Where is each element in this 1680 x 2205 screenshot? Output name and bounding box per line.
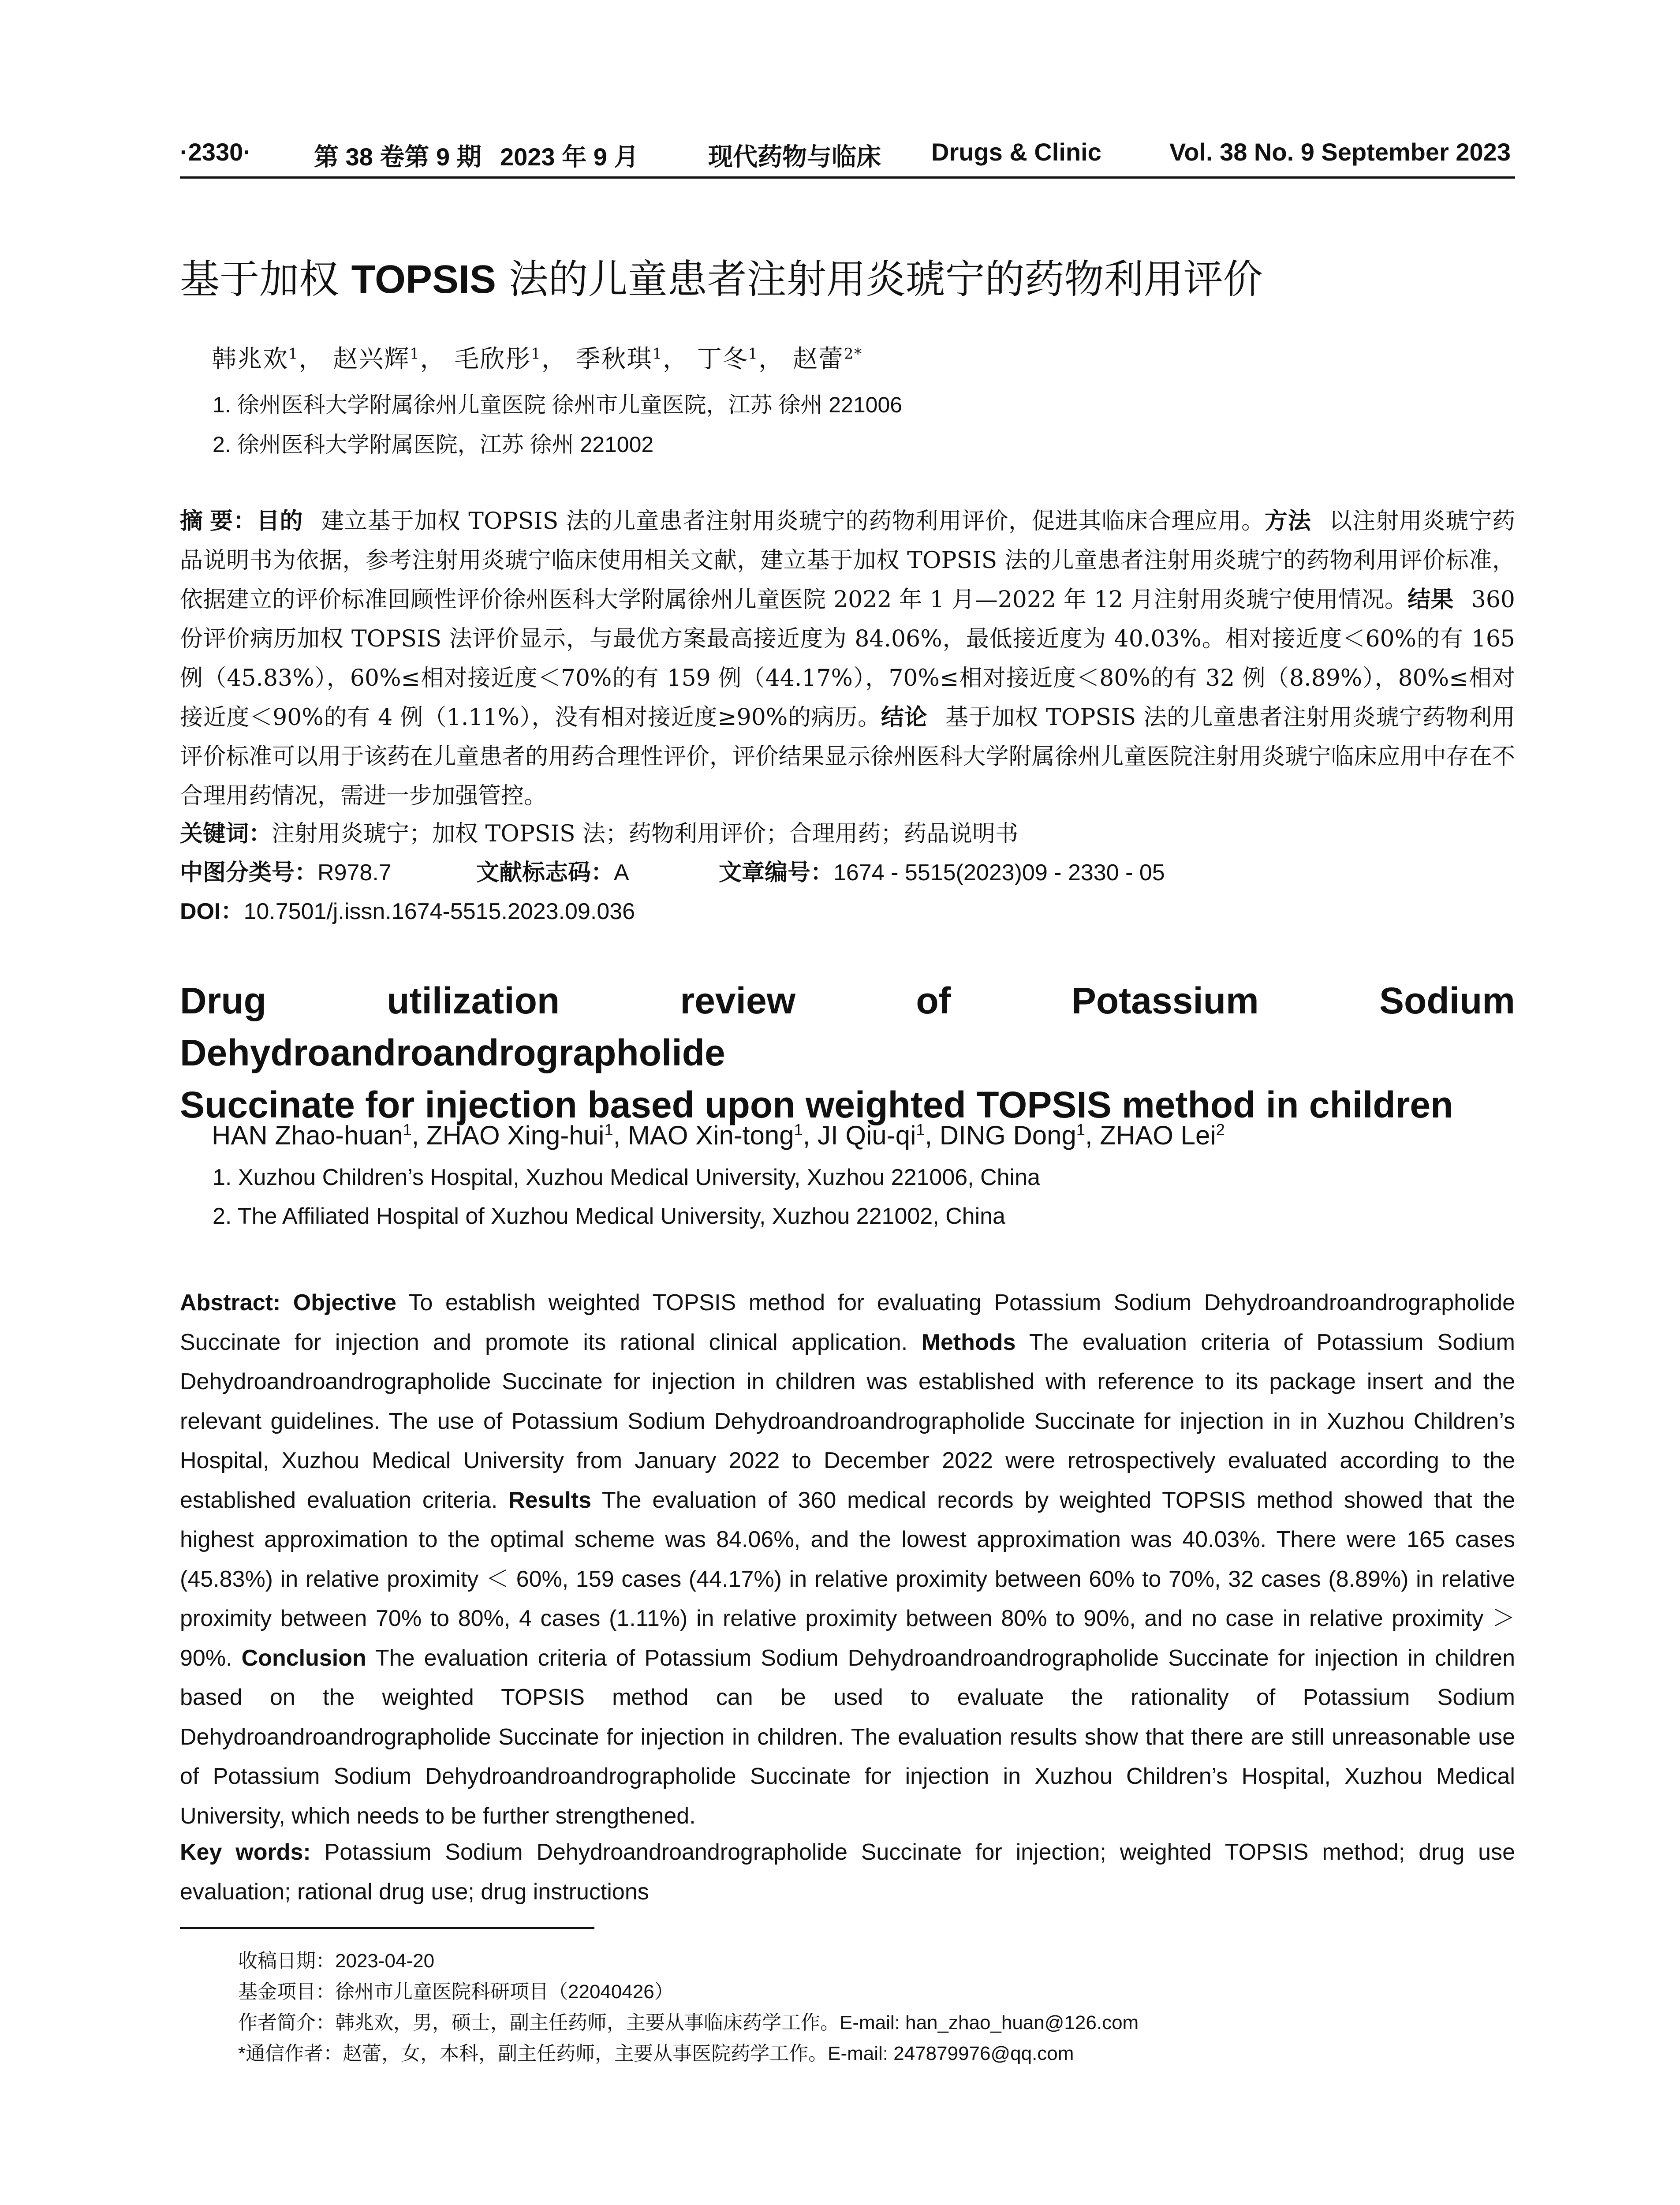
author-en-sup: 1 (916, 1121, 925, 1139)
title-en-line-2: Succinate for injection based upon weighted TOPSIS method in children (180, 1084, 1453, 1125)
author-en: JI Qiu-qi (818, 1121, 916, 1150)
title-en (180, 975, 1515, 1131)
author-cn: 丁冬 (697, 345, 748, 374)
doc-code-value: A (614, 860, 629, 886)
affiliation-cn-1: 1. 徐州医科大学附属徐州儿童医院 徐州市儿童医院，江苏 徐州 221006 (213, 392, 903, 417)
footnote-rule (180, 1927, 594, 1929)
results-en-text: The evaluation of 360 medical records by weighted TOPSIS method showed that the highest approximation to the optimal scheme was 84.06%, and the lowest approximation was 40.03%. There were 165 cases (45.83%) in relative proximity ＜ 60%, 159 cases (44.17%) in relative proximity between 60% to 70%, 32 cases (8.89%) in relative proximity between 70% to 80%, 4 cases (1.11%) in relative proximity between 80% to 90%, and no case in relative proximity ＞ 90%. (180, 1487, 1515, 1671)
header-date-cn: 2023 年 9 月 (500, 143, 639, 171)
title-cn-topsis: TOPSIS (351, 258, 497, 302)
doc-code-label: 文献标志码： (476, 860, 614, 886)
authors-cn: 韩兆欢$^1$， 赵兴辉$^1$， 毛欣彤$^1$， 季秋琪$^1$， 丁冬$^1$， 赵蕾$^{2*}$ (212, 345, 863, 374)
clc-value: R978.7 (317, 860, 392, 886)
affiliation-cn-2: 2. 徐州医科大学附属医院，江苏 徐州 221002 (213, 432, 654, 457)
author-cn: 赵蕾 (792, 345, 844, 374)
methods-en-label: Methods (921, 1329, 1016, 1355)
author-cn: 季秋琪 (575, 345, 653, 374)
article-number (719, 854, 1165, 887)
keywords-en (180, 1833, 1515, 1912)
abstract-cn (180, 502, 1515, 816)
affiliation-en-2: 2. The Affiliated Hospital of Xuzhou Medical University, Xuzhou 221002, China (213, 1203, 1005, 1229)
abstract-en (180, 1283, 1515, 1836)
author-cn-sup: 1 (531, 345, 541, 363)
header-page-number: ·2330· (180, 138, 251, 166)
author-en-sup: 1 (1076, 1121, 1085, 1139)
author-cn: 赵兴辉 (333, 345, 410, 374)
footnote-author-bio: 作者简介：韩兆欢，男，硕士，副主任药师，主要从事临床药学工作。E-mail: han_zhao_huan@126.com (238, 2012, 1139, 2033)
abstract-cn-label: 摘 要： (180, 508, 257, 534)
title-en-line-1: Drug utilization review of Potassium Sodium Dehydroandroandrographolide (180, 980, 1515, 1073)
affiliation-en-1: 1. Xuzhou Children’s Hospital, Xuzhou Medical University, Xuzhou 221006, China (213, 1165, 1040, 1190)
clc-label: 中图分类号： (180, 860, 318, 886)
header-journal-cn: 现代药物与临床 (708, 142, 881, 172)
footnote-fund: 基金项目：徐州市儿童医院科研项目（22040426） (238, 1981, 674, 2003)
methods-en-text: The evaluation criteria of Potassium Sodium Dehydroandroandrographolide Succinate for injection in children was established with reference to its package insert and the relevant guidelines. The use of Potassium Sodium Dehydroandroandrographolide Succinate for injection in in Xuzhou Children’s Hospital, Xuzhou Medical University from January 2022 to December 2022 were retrospectively evaluated according to the established evaluation criteria. (180, 1329, 1515, 1513)
objective-cn-label: 目的 (256, 508, 303, 534)
conclusion-cn-text: 基于加权 TOPSIS 法的儿童患者注射用炎琥宁药物利用评价标准可以用于该药在儿童患者的用药合理性评价，评价结果显示徐州医科大学附属徐州儿童医院注射用炎琥宁临床应用中存在不合理用药情况，需进一步加强管控。 (180, 704, 1515, 809)
author-cn-sup: 1 (652, 345, 663, 363)
title-cn (180, 247, 1263, 304)
footnote-received-date: 收稿日期：2023-04-20 (238, 1950, 435, 1972)
author-en-sup: 1 (403, 1121, 412, 1139)
keywords-cn-text: 注射用炎琥宁；加权 TOPSIS 法；药物利用评价；合理用药；药品说明书 (272, 821, 1019, 847)
document-code (476, 854, 629, 887)
objective-en-text: To establish weighted TOPSIS method for evaluating Potassium Sodium Dehydroandroandrographolide Succinate for injection and promote its rational clinical application. (180, 1290, 1515, 1355)
author-en: ZHAO Lei (1100, 1121, 1216, 1150)
article-number-label: 文章编号： (719, 860, 834, 886)
author-en: MAO Xin-tong (627, 1121, 794, 1150)
results-cn-label: 结果 (1407, 587, 1454, 613)
abstract-en-label: Abstract: (180, 1290, 281, 1316)
title-cn-post: 法的儿童患者注射用炎琥宁的药物利用评价 (496, 256, 1263, 303)
methods-cn-text: 以注射用炎琥宁药品说明书为依据，参考注射用炎琥宁临床使用相关文献，建立基于加权 TOPSIS 法的儿童患者注射用炎琥宁的药物利用评价标准，依据建立的评价标准回顾性评价徐州医科大学附属徐州儿童医院 2022 年 1 月—2022 年 12 月注射用炎琥宁使用情况。 (180, 508, 1515, 613)
author-cn-sup: 1 (288, 345, 299, 363)
objective-en-label: Objective (293, 1290, 396, 1316)
results-en-label: Results (508, 1487, 591, 1513)
methods-cn-label: 方法 (1264, 508, 1311, 534)
keywords-en-label: Key words: (180, 1839, 311, 1865)
objective-cn-text: 建立基于加权 TOPSIS 法的儿童患者注射用炎琥宁的药物利用评价，促进其临床合理应用。 (321, 508, 1265, 534)
author-cn-sup: 2* (844, 345, 863, 363)
author-en-sup: 1 (604, 1121, 613, 1139)
author-en: ZHAO Xing-hui (426, 1121, 605, 1150)
header-rule (180, 176, 1515, 179)
doi-value: 10.7501/j.issn.1674-5515.2023.09.036 (243, 899, 635, 924)
article-number-value: 1674 - 5515(2023)09 - 2330 - 05 (833, 860, 1165, 886)
header-volume-en: Vol. 38 No. 9 September 2023 (1169, 138, 1511, 166)
conclusion-cn-label: 结论 (881, 705, 928, 730)
author-en-sup: 2 (1216, 1121, 1225, 1139)
author-cn: 韩兆欢 (212, 345, 288, 374)
title-cn-pre: 基于加权 (180, 256, 351, 303)
author-en-sup: 1 (794, 1121, 803, 1139)
author-en: HAN Zhao-huan (212, 1121, 403, 1150)
author-cn-sup: 1 (748, 345, 759, 363)
header-volume-cn: 第 38 卷第 9 期 (314, 143, 482, 171)
doi (180, 893, 635, 926)
authors-en: HAN Zhao-huan$^1$, ZHAO Xing-hui$^1$, MAO Xin-tong$^1$, JI Qiu-$qi^1$, DING Dong$^1$, ZHAO Lei$^2$ (212, 1121, 1225, 1150)
results-cn-text: 360 份评价病历加权 TOPSIS 法评价显示，与最优方案最高接近度为 84.06%，最低接近度为 40.03%。相对接近度＜60%的有 165 例（45.83%），60%≤相对接近度＜70%的有 159 例（44.17%），70%≤相对接近度＜80%的有 32 例（8.89%），80%≤相对接近度＜90%的有 4 例（1.11%），没有相对接近度≥90%的病历。 (180, 587, 1515, 731)
author-cn: 毛欣彤 (454, 345, 531, 374)
author-cn-sup: 1 (410, 345, 420, 363)
author-en: DING Dong (939, 1121, 1076, 1150)
keywords-cn-label: 关键词： (180, 821, 272, 847)
conclusion-en-text: The evaluation criteria of Potassium Sodium Dehydroandroandrographolide Succinate for injection in children based on the weighted TOPSIS method can be used to evaluate the rationality of Potassium Sodium Dehydroandroandrographolide Succinate for injection in children. The evaluation results show that there are still unreasonable use of Potassium Sodium Dehydroandroandrographolide Succinate for injection in Xuzhou Children’s Hospital, Xuzhou Medical University, which needs to be further strengthened. (180, 1645, 1515, 1829)
header-journal-en: Drugs & Clinic (931, 138, 1101, 166)
conclusion-en-label: Conclusion (241, 1645, 366, 1671)
doi-label: DOI： (180, 899, 244, 924)
keywords-en-text: Potassium Sodium Dehydroandroandrographolide Succinate for injection; weighted TOPSIS method; drug use evaluation; rational drug use; drug instructions (180, 1839, 1516, 1905)
clc-number (180, 854, 392, 887)
keywords-cn (180, 815, 1018, 848)
footnote-corresponding-author: *通信作者：赵蕾，女，本科，副主任药师，主要从事医院药学工作。E-mail: 247879976@qq.com (238, 2043, 1074, 2064)
